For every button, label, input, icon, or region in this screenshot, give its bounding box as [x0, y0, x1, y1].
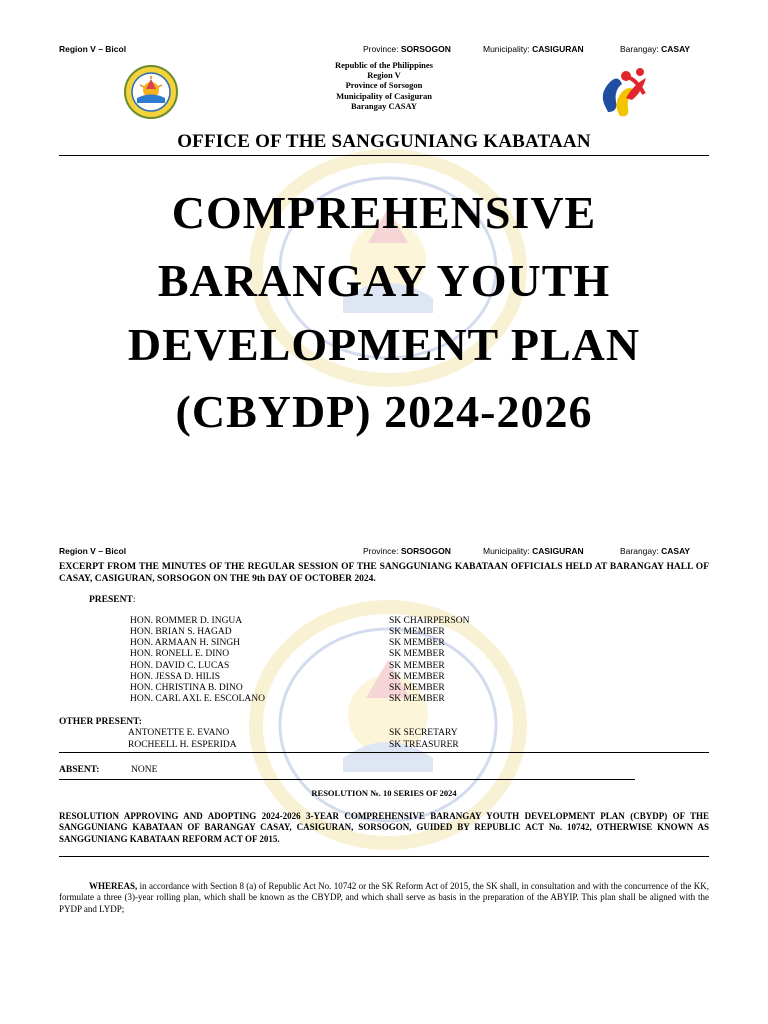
absent-top-rule: [59, 752, 709, 753]
attendee-name: HON. CHRISTINA B. DINO: [130, 683, 243, 693]
attendee-name: HON. BRIAN S. HAGAD: [130, 627, 232, 637]
office-title: OFFICE OF THE SANGGUNIANG KABATAAN: [177, 131, 591, 152]
whereas-lead: WHEREAS,: [89, 881, 138, 891]
attendee-role: SK MEMBER: [389, 694, 445, 704]
letterhead-republic: Republic of the Philippines: [334, 60, 433, 70]
whereas-clause: [59, 881, 709, 915]
barangay-text: Barangay: CASAY: [620, 546, 691, 556]
resolution-title: RESOLUTION APPROVING AND ADOPTING 2024-2026 3-YEAR COMPREHENSIVE BARANGAY YOUTH DEVELOPMENT PLAN (CBYDP) OF THE SANGGUNIANG KABATAAN OF BARANGAY CASAY, CASIGURAN, SORSOGON, GUIDED BY REPUBLIC ACT No. 10742, OTHERWISE KNOWN AS SANGGUNIANG KABATAAN REFORM ACT OF 2015.: [59, 811, 709, 844]
cover-title-line-4: (CBYDP) 2024-2026: [175, 386, 593, 437]
attendee-name: HON. ROMMER D. INGUA: [130, 616, 243, 626]
municipality-text: Municipality: CASIGURAN: [483, 44, 584, 54]
letterhead-barangay: Barangay CASAY: [350, 100, 418, 111]
resolution-number: RESOLUTION №. 10 SERIES OF 2024: [311, 788, 457, 798]
header-row: [59, 44, 691, 56]
municipality-text: Municipality: CASIGURAN: [483, 546, 584, 556]
attendee-role: SK MEMBER: [389, 661, 445, 671]
attendee-role: SK MEMBER: [389, 672, 445, 682]
sk-logo: [596, 64, 650, 120]
attendee-role: SK MEMBER: [389, 649, 445, 659]
attendee-role: SK MEMBER: [389, 638, 445, 648]
absent-bottom-rule: [59, 779, 635, 780]
letterhead-municipality: Municipality of Casiguran: [336, 90, 432, 101]
minutes-excerpt: EXCERPT FROM THE MINUTES OF THE REGULAR SESSION OF THE SANGGUNIANG KABATAAN OFFICIALS HELD AT BARANGAY HALL OF CASAY, CASIGURAN, SORSOGON ON THE 9th DAY OF OCTOBER 2024.: [59, 562, 709, 584]
barangay-text: Barangay: CASAY: [620, 44, 691, 54]
region-text: Region V – Bicol: [59, 546, 127, 556]
attendee-role: SK MEMBER: [389, 627, 445, 637]
resolution-rule: [59, 856, 709, 857]
letterhead-province: Province of Sorsogon: [345, 80, 423, 91]
attendee-name: HON. ARMAAN H. SINGH: [130, 638, 241, 648]
other-attendee-name: ROCHEELL H. ESPERIDA: [128, 740, 237, 750]
letterhead-block: [0, 60, 768, 111]
attendee-role: SK MEMBER: [389, 683, 445, 693]
whereas-text: in accordance with Section 8 (a) of Republic Act No. 10742 or the SK Reform Act of 2015, the SK shall, in consultation and with the concurrence of the KK, formulate a three (3)-year rolling plan, which shall be known as the CBYDP, and which shall serve as basis in the preparation of the ABYIP. This plan shall be aligned with the PYDP and LYDP;: [59, 881, 709, 914]
cover-title-line-1: COMPREHENSIVE: [171, 187, 597, 238]
cover-title-line-3: DEVELOPMENT PLAN: [127, 319, 641, 370]
province-text: Province: SORSOGON: [363, 44, 451, 54]
region-text: Region V – Bicol: [59, 44, 127, 54]
attendee-role: SK CHAIRPERSON: [389, 616, 470, 626]
present-label: PRESENT:: [89, 595, 136, 605]
other-attendee-role: SK SECRETARY: [389, 728, 458, 738]
letterhead-region: Region V: [367, 70, 401, 81]
attendee-name: HON. CARL AXL E. ESCOLANO: [130, 694, 265, 704]
cover-title-line-2: BARANGAY YOUTH: [157, 255, 611, 306]
absent-label: ABSENT:: [59, 765, 100, 775]
header-row-2: [59, 546, 691, 558]
other-present-label: OTHER PRESENT:: [59, 717, 142, 727]
absent-value: NONE: [131, 765, 158, 775]
other-attendee-name: ANTONETTE E. EVANO: [128, 728, 230, 738]
office-title-rule: [59, 155, 709, 156]
attendee-name: HON. RONELL E. DINO: [130, 649, 230, 659]
province-text: Province: SORSOGON: [363, 546, 451, 556]
attendee-name: HON. JESSA D. HILIS: [130, 672, 220, 682]
attendee-name: HON. DAVID C. LUCAS: [130, 661, 230, 671]
other-attendee-role: SK TREASURER: [389, 740, 459, 750]
